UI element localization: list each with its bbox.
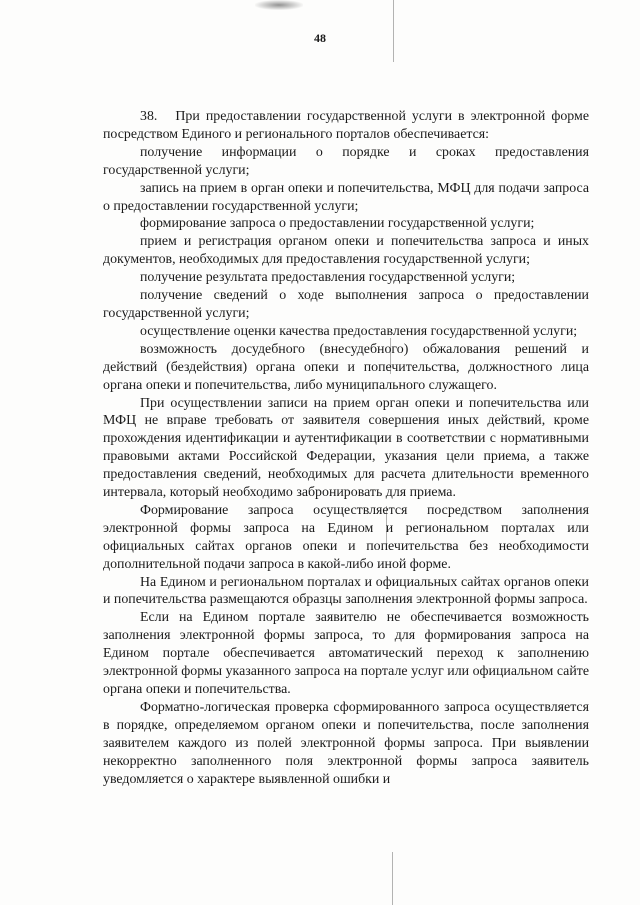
list-item-appointment: запись на прием в орган опеки и попечительства, МФЦ для подачи запроса о предоставлении государственной услуги; <box>103 180 589 214</box>
paragraph-portal-redirect: Если на Едином портале заявителю не обеспечивается возможность заполнения электронной формы запроса, то для формирования запроса на Едином портале обеспечивается автоматический переход к заполнению электронной формы указанного запроса на портале услуг или официальном сайте органа опеки и попечительства. <box>103 610 589 697</box>
list-item-info: получение информации о порядке и сроках предоставления государственной услуги; <box>103 144 589 178</box>
document-body <box>103 108 589 788</box>
paragraph-format-check: Форматно-логическая проверка сформированного запроса осуществляется в порядке, определяемом органом опеки и попечительства, после заполнения заявителем каждого из полей электронной формы запроса. При выявлении некорректно заполненного поля электронной формы запроса заявитель уведомляется о характере выявленной ошибки и <box>103 699 589 787</box>
list-item-appeal: возможность досудебного (внесудебного) обжалования решений и действий (бездействия) органа опеки и попечительства, должностного лица органа опеки и попечительства, либо муниципального служащего. <box>103 341 589 393</box>
paragraph-request-forming: Формирование запроса осуществляется посредством заполнения электронной формы запроса на Едином и региональном порталах или официальных сайтах органов опеки и попечительства без необходимости дополнительной подачи запроса в какой-либо иной форме. <box>103 502 589 572</box>
list-item-request-forming: формирование запроса о предоставлении государственной услуги; <box>140 216 535 232</box>
paragraph-38: 38. При предоставлении государственной услуги в электронной форме посредством Единого и регионального порталов обеспечивается: <box>103 109 589 142</box>
paragraph-form-samples: На Едином и региональном порталах и официальных сайтах органов опеки и попечительства размещаются образцы заполнения электронной формы запроса. <box>103 574 589 608</box>
list-item-registration: прием и регистрация органом опеки и попечительства запроса и иных документов, необходимых для предоставления государственной услуги; <box>103 234 589 268</box>
list-item-status: получение сведений о ходе выполнения запроса о предоставлении государственной услуги; <box>103 288 589 321</box>
scan-smudge <box>255 0 303 10</box>
list-item-quality: осуществление оценки качества предоставления государственной услуги; <box>140 323 578 339</box>
scan-line <box>392 852 393 905</box>
paragraph-appointment-rules: При осуществлении записи на прием орган опеки и попечительства или МФЦ не вправе требовать от заявителя совершения иных действий, кроме прохождения идентификации и аутентификации в соответствии с нормативными правовыми актами Российской Федерации, указания цели приема, а также предоставления сведений, необходимых для расчета длительности временного интервала, который необходимо забронировать для приема. <box>103 395 589 501</box>
list-item-result: получение результата предоставления государственной услуги; <box>140 270 516 286</box>
page-number: 48 <box>314 31 326 45</box>
